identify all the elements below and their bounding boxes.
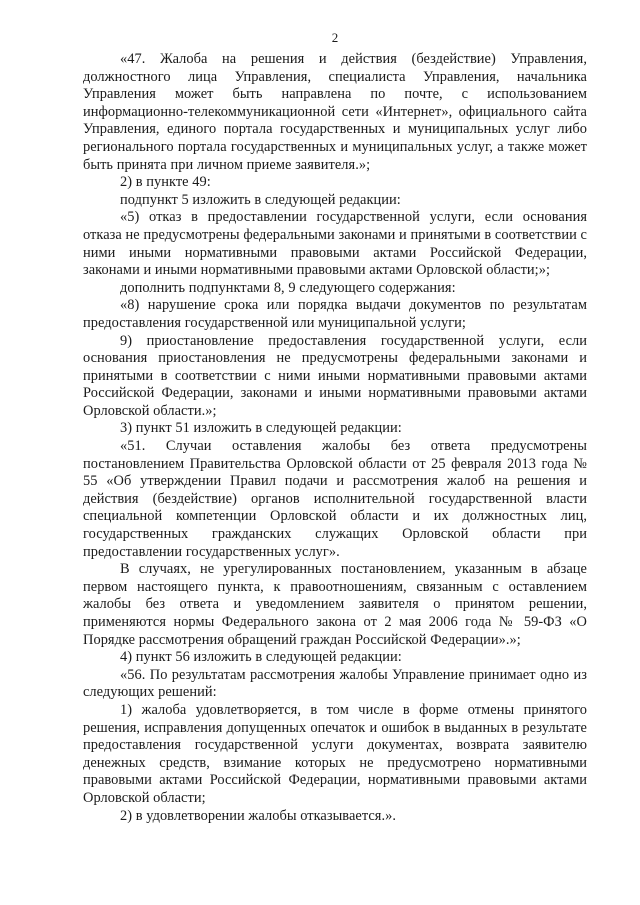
paragraph-item-51-cases: В случаях, не урегулированных постановлением, указанным в абзаце первом настоящего пункта, к правоотношениям, связанным с оставлением жалобы без ответа и уведомлением заявителя о принятом решении, применяются нормы Федерального закона от 2 мая 2006 года № 59-ФЗ «О Порядке рассмотрения обращений граждан Российской Федерации».»;	[83, 561, 587, 648]
paragraph-item-56-2: 2) в удовлетворении жалобы отказывается.».	[120, 807, 396, 824]
paragraph-add-subpoints: дополнить подпунктами 8, 9 следующего содержания:	[120, 279, 456, 296]
paragraph-subpoint-5-intro: подпункт 5 изложить в следующей редакции:	[120, 191, 401, 208]
page-number: 2	[331, 30, 339, 45]
paragraph-point-49: 2) в пункте 49:	[120, 174, 211, 191]
paragraph-subpoint-9: 9) приостановление предоставления государственной услуги, если основания приостановления не предусмотрены федеральными законами и принятыми в соответствии с ними иными нормативными правовыми актами Российской Федерации, законами и иными нормативными правовыми актами Орловской области.»;	[83, 332, 587, 419]
paragraph-point-56-intro: 4) пункт 56 изложить в следующей редакции:	[120, 649, 402, 666]
paragraph-item-47: «47. Жалоба на решения и действия (бездействие) Управления, должностного лица Управления, специалиста Управления, начальника Управления может быть направлена по почте, с использованием информационно-телекоммуникационной сети «Интернет», официального сайта Управления, единого портала государственных и муниципальных услуг либо регионального портала государственных и муниципальных услуг, а также может быть принята при личном приеме заявителя.»;	[83, 51, 587, 173]
paragraph-item-56-1: 1) жалоба удовлетворяется, в том числе в форме отмены принятого решения, исправления допущенных опечаток и ошибок в выданных в результате предоставления государственной услуги документах, возврата заявителю денежных средств, взимание которых не предусмотрено нормативными правовыми актами Российской Федерации, нормативными правовыми актами Орловской области;	[83, 701, 587, 806]
paragraph-subpoint-8: «8) нарушение срока или порядка выдачи документов по результатам предоставления государственной или муниципальной услуги;	[83, 297, 587, 331]
paragraph-subpoint-5: «5) отказ в предоставлении государственной услуги, если основания отказа не предусмотрены федеральными законами и принятыми в соответствии с ними иными нормативными правовыми актами Российской Федерации, законами и иными нормативными правовыми актами Орловской области;»;	[83, 209, 587, 279]
document-body	[83, 51, 587, 825]
paragraph-item-51: «51. Случаи оставления жалобы без ответа предусмотрены постановлением Правительства Орловской области от 25 февраля 2013 года № 55 «Об утверждении Правил подачи и рассмотрения жалоб на решения и действия (бездействие) органов исполнительной государственной власти специальной компетенции Орловской области и их должностных лиц, государственных гражданских служащих Орловской области при предоставлении государственных услуг».	[83, 438, 587, 560]
paragraph-item-56: «56. По результатам рассмотрения жалобы Управление принимает одно из следующих решений:	[83, 666, 587, 701]
paragraph-point-51-intro: 3) пункт 51 изложить в следующей редакции:	[120, 420, 402, 437]
